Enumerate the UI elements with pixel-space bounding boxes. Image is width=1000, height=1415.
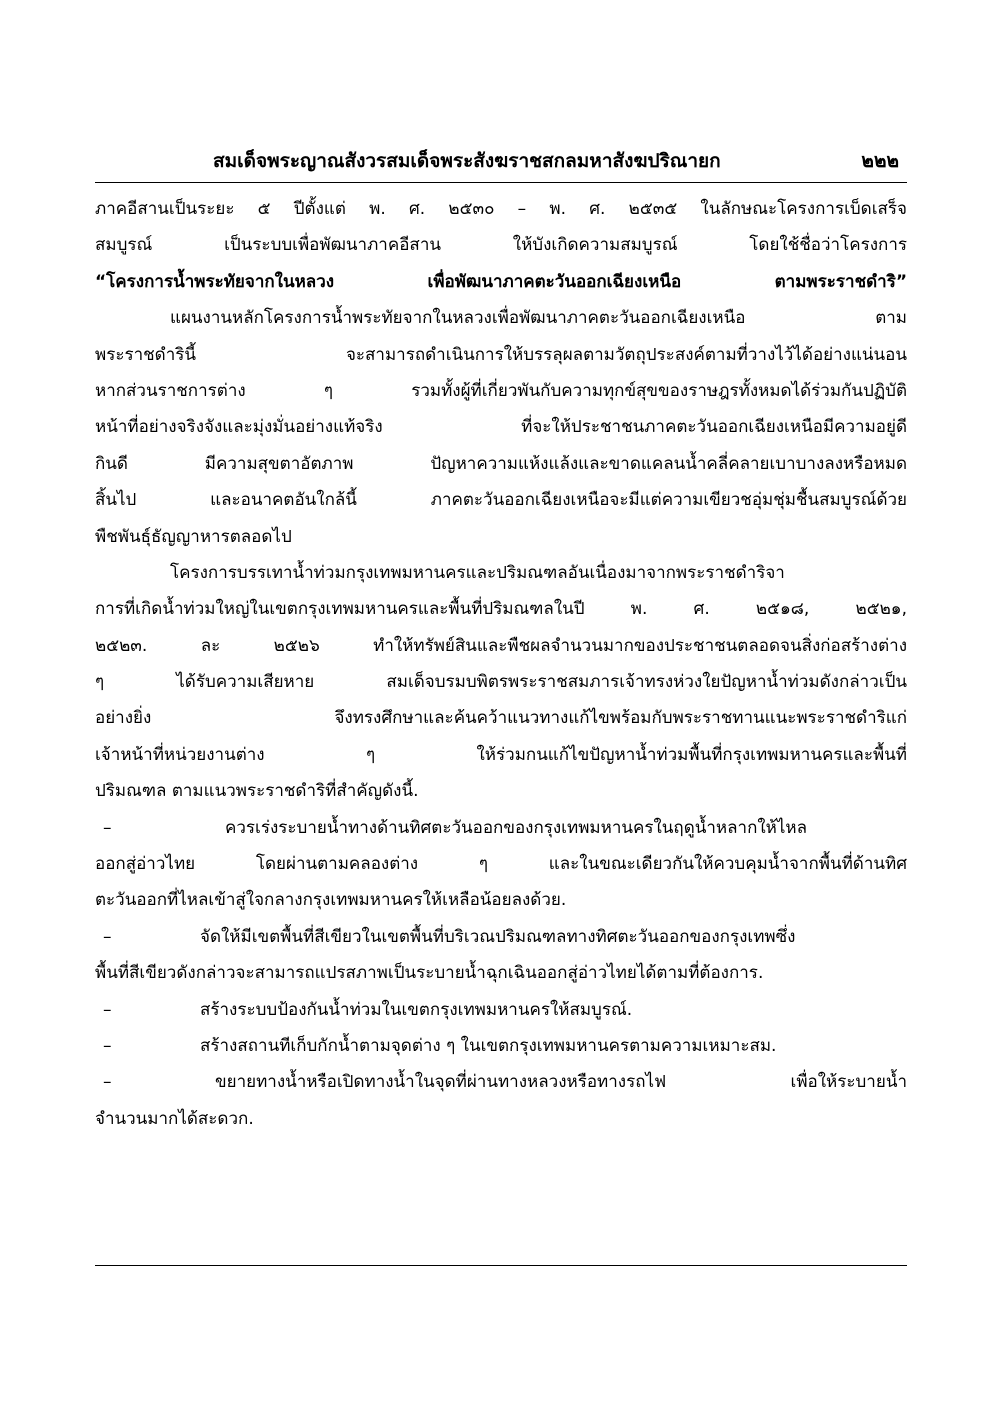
paragraph-line: สมบูรณ์ เป็นระบบเพื่อพัฒนาภาคอีสาน ให้บังเกิดความสมบูรณ์ โดยใช้ชื่อว่าโครงการ bbox=[95, 235, 907, 256]
paragraph-line: อย่างยิ่ง จึงทรงศึกษาและค้นคว้าแนวทางแก้ไขพร้อมกับพระราชทานแนะพระราชดำริแก่ bbox=[95, 708, 907, 729]
bullet-text: ควรเร่งระบายน้ำทางด้านทิศตะวันออกของกรุงเทพมหานครในฤดูน้ำหลากให้ไหล bbox=[225, 817, 808, 838]
paragraph-line: แผนงานหลักโครงการน้ำพระทัยจากในหลวงเพื่อพัฒนาภาคตะวันออกเฉียงเหนือ ตาม bbox=[170, 308, 907, 329]
bullet-dash: – bbox=[103, 999, 112, 1020]
paragraph-line: โครงการบรรเทาน้ำท่วมกรุงเทพมหานครและปริมณฑลอันเนื่องมาจากพระราชดำริจา bbox=[170, 562, 785, 583]
paragraph-line: เจ้าหน้าที่หน่วยงานต่าง ๆ ให้ร่วมกนแก้ไขปัญหาน้ำท่วมพื้นที่กรุงเทพมหานครและพื้นที่ bbox=[95, 744, 907, 765]
paragraph-line: ปริมณฑล ตามแนวพระราชดำริที่สำคัญดังนี้. bbox=[95, 781, 419, 802]
bullet-item bbox=[95, 919, 907, 955]
page-number: ๒๒๒ bbox=[861, 150, 899, 172]
bullet-item bbox=[95, 1064, 907, 1100]
running-header bbox=[95, 146, 907, 176]
paragraph-line: หากส่วนราชการต่าง ๆ รวมทั้งผู้ที่เกี่ยวพันกับความทุกข์สุขของราษฎรทั้งหมดได้ร่วมกันปฏิบัติ bbox=[95, 380, 907, 401]
bullet-continuation: ออกสู่อ่าวไทย โดยผ่านตามคลองต่าง ๆ และในขณะเดียวกันให้ควบคุมน้ำจากพื้นที่ด้านทิศ bbox=[95, 854, 907, 875]
paragraph-line: การที่เกิดน้ำท่วมใหญ่ในเขตกรุงเทพมหานครและพื้นที่ปริมณฑลในปี พ. ศ. ๒๕๑๘, ๒๕๒๑, bbox=[95, 599, 907, 620]
bullet-dash: – bbox=[103, 817, 112, 838]
paragraph-line: ภาคอีสานเป็นระยะ ๕ ปีตั้งแต่ พ. ศ. ๒๕๓๐ – พ. ศ. ๒๕๓๕ ในลักษณะโครงการเบ็ดเสร็จ bbox=[95, 199, 907, 219]
paragraph-line: ๒๕๒๓. ละ ๒๕๒๖ ทำให้ทรัพย์สินและพืชผลจำนวนมากของประชาชนตลอดจนสิ่งก่อสร้างต่าง bbox=[95, 635, 907, 656]
bullet-dash: – bbox=[103, 1072, 112, 1093]
bullet-text: สร้างสถานทีเก็บกักน้ำตามจุดต่าง ๆ ในเขตกรุงเทพมหานครตามความเหมาะสม. bbox=[200, 1035, 777, 1056]
bullet-item bbox=[95, 992, 907, 1028]
paragraph-line: พระราชดำรินี้ จะสามารถดำเนินการให้บรรลุผลตามวัตถุประสงค์ตามที่วางไว้ได้อย่างแน่นอน bbox=[95, 344, 907, 365]
bullet-text: ขยายทางน้ำหรือเปิดทางน้ำในจุดที่ผ่านทางหลวงหรือทางรถไฟ เพื่อให้ระบายน้ำ bbox=[215, 1072, 907, 1093]
footer-divider bbox=[95, 1265, 907, 1266]
header-title: สมเด็จพระญาณสังวรสมเด็จพระสังฆราชสกลมหาสังฆปริณายก bbox=[213, 150, 721, 172]
paragraph-line: กินดี มีความสุขตาอัตภาพ ปัญหาความแห้งแล้งและขาดแคลนน้ำคลี่คลายเบาบางลงหรือหมด bbox=[95, 453, 907, 474]
bullet-continuation: พื้นที่สีเขียวดังกล่าวจะสามารถแปรสภาพเป็นระบายน้ำฉุกเฉินออกสู่อ่าวไทยได้ตามที่ต้องการ. bbox=[95, 963, 764, 984]
bullet-continuation: จำนวนมากได้สะดวก. bbox=[95, 1108, 254, 1129]
paragraph-line: สิ้นไป และอนาคตอันใกล้นี้ ภาคตะวันออกเฉียงเหนือจะมีแต่ความเขียวชอุ่มชุ่มชื้นสมบูรณ์ด้วย bbox=[95, 490, 907, 511]
bullet-text: จัดให้มีเขตพื้นที่สีเขียวในเขตพื้นที่บริเวณปริมณฑลทางทิศตะวันออกของกรุงเทพซึ่ง bbox=[200, 926, 796, 947]
paragraph-line: ๆ ได้รับความเสียหาย สมเด็จบรมบพิตรพระราชสมภารเจ้าทรงห่วงใยปัญหาน้ำท่วมดังกล่าวเป็น bbox=[95, 672, 907, 693]
bullet-item bbox=[95, 810, 907, 846]
bullet-item bbox=[95, 1028, 907, 1064]
bullet-continuation: ตะวันออกที่ไหลเข้าสู่ใจกลางกรุงเทพมหานครให้เหลือน้อยลงด้วย. bbox=[95, 890, 567, 911]
paragraph-line: พืชพันธุ์ธัญญาหารตลอดไป bbox=[95, 526, 292, 547]
document-body bbox=[95, 191, 907, 1137]
paragraph-line: หน้าที่อย่างจริงจังและมุ่งมั่นอย่างแท้จริง ที่จะให้ประชาชนภาคตะวันออกเฉียงเหนือมีความอยู่ดี bbox=[95, 417, 907, 438]
header-divider bbox=[95, 182, 907, 183]
bullet-dash: – bbox=[103, 1035, 112, 1056]
bullet-text: สร้างระบบป้องกันน้ำท่วมในเขตกรุงเทพมหานครให้สมบูรณ์. bbox=[200, 999, 633, 1020]
bullet-dash: – bbox=[103, 926, 112, 947]
project-title-line: “โครงการน้ำพระทัยจากในหลวง เพื่อพัฒนาภาคตะวันออกเฉียงเหนือ ตามพระราชดำริ” bbox=[95, 271, 907, 292]
